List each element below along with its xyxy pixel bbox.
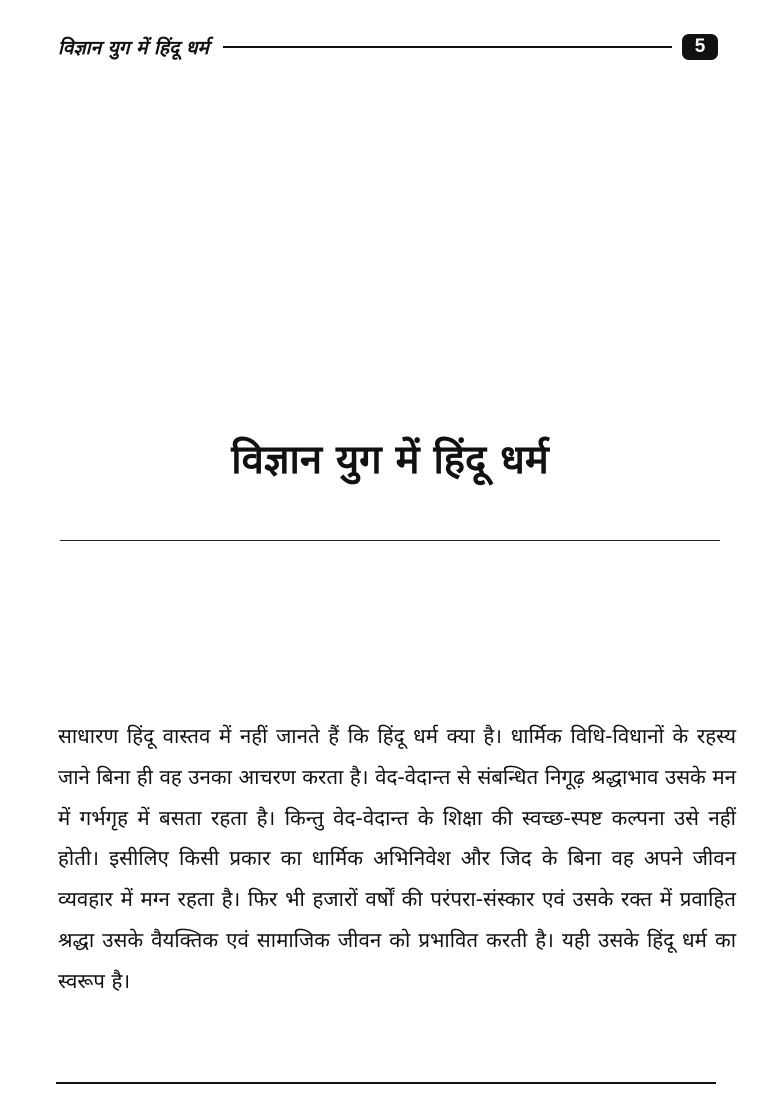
- running-title: विज्ञान युग में हिंदू धर्म: [58, 37, 209, 59]
- running-header: [58, 32, 718, 62]
- header-rule: [223, 46, 672, 48]
- body-paragraph: साधारण हिंदू वास्तव में नहीं जानते हैं कि हिंदू धर्म क्या है। धार्मिक विधि-विधानों के रहस्य जाने बिना ही वह उनका आचरण करता है। वेद-वेदान्त से संबन्धित निगूढ़ श्रद्धाभाव उसके मन में गर्भगृह में बसता रहता है। किन्तु वेद-वेदान्त के शिक्षा की स्वच्छ-स्पष्ट कल्पना उसे नहीं होती। इसीलिए किसी प्रकार का धार्मिक अभिनिवेश और जिद के बिना वह अपने जीवन व्यवहार में मग्न रहता है। फिर भी हजारों वर्षों की परंपरा-संस्कार एवं उसके रक्त में प्रवाहित श्रद्धा उसके वैयक्तिक एवं सामाजिक जीवन को प्रभावित करती है। यही उसके हिंदू धर्म का स्वरूप है।: [58, 724, 736, 993]
- page-number-badge: 5: [682, 34, 718, 60]
- footer-rule: [56, 1082, 716, 1084]
- title-divider: [60, 540, 720, 541]
- chapter-title: विज्ञान युग में हिंदू धर्म: [231, 437, 549, 483]
